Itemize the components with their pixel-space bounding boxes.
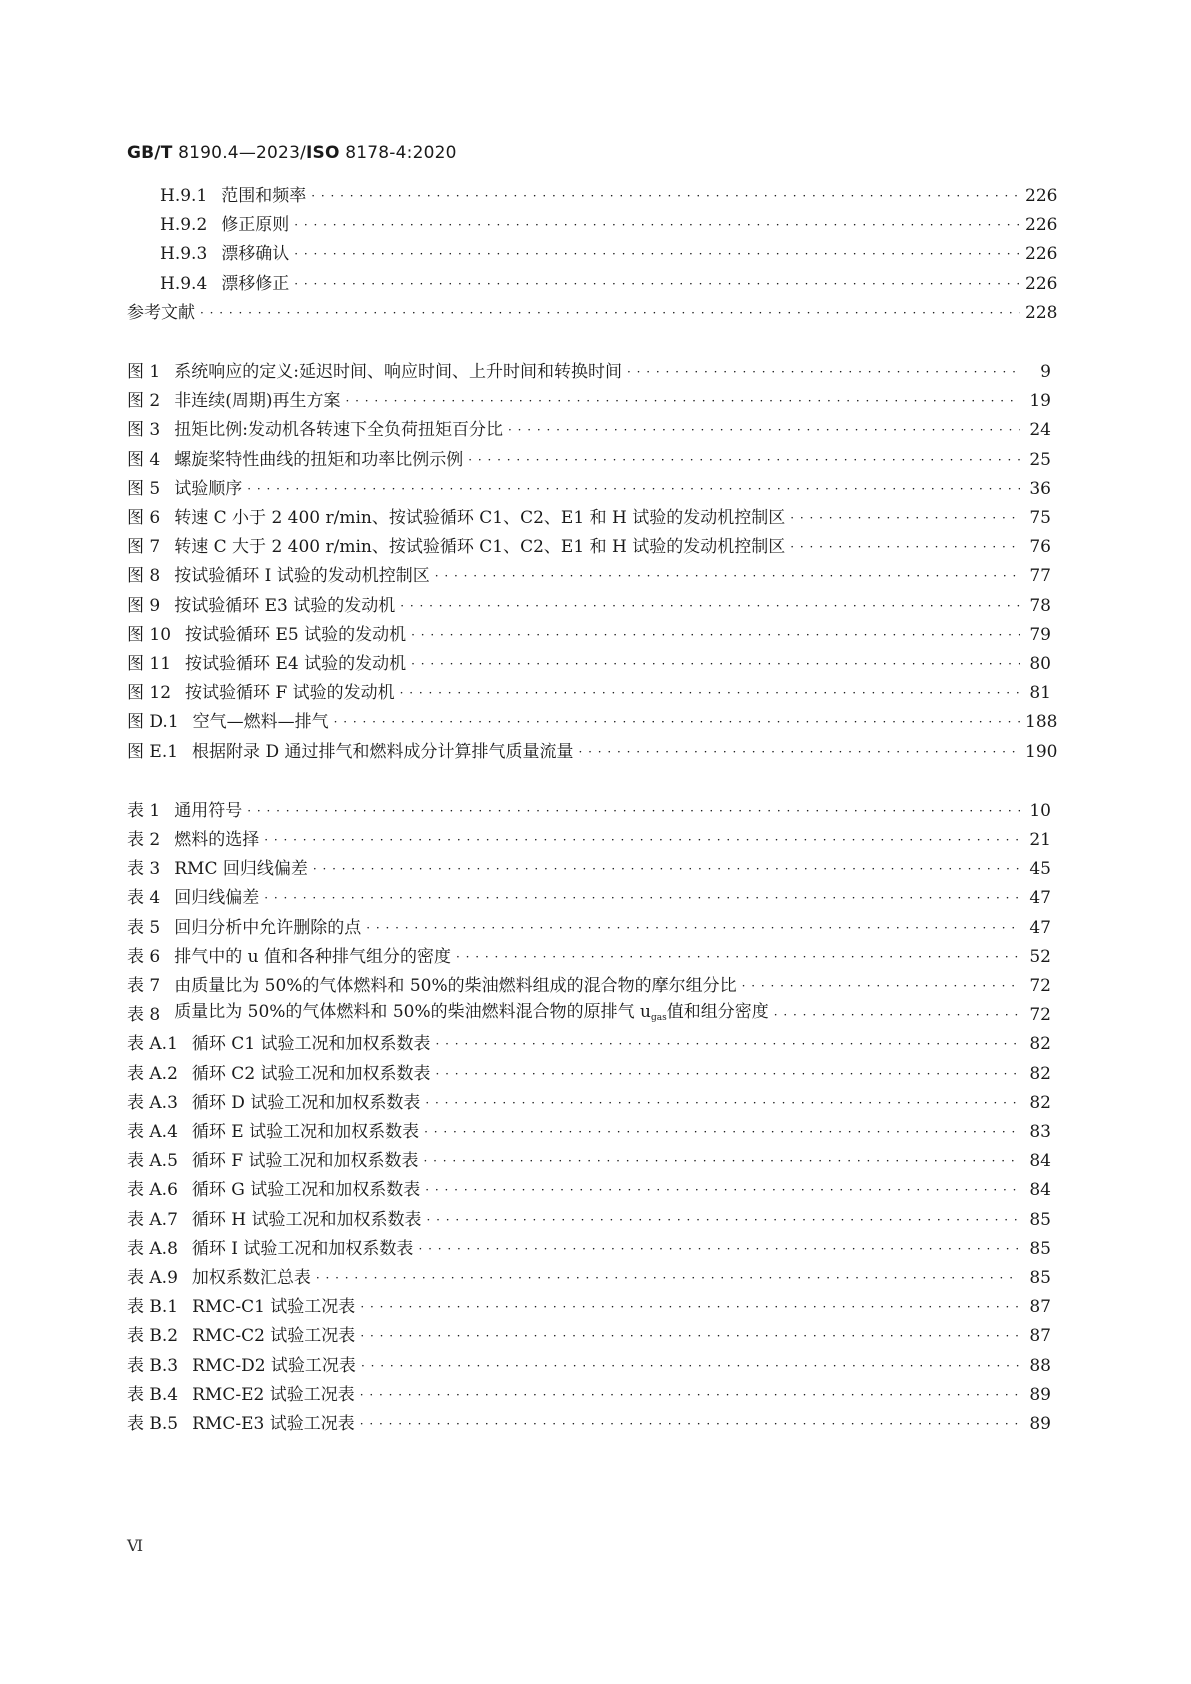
toc-entry[interactable] (127, 445, 1051, 475)
toc-entry-number: 图 6 (127, 508, 161, 528)
toc-entry-number: 表 A.8 (127, 1238, 178, 1259)
toc-entry-title-text: 参考文献 (127, 302, 195, 323)
dot-leader (425, 1088, 1020, 1118)
toc-entry-title (192, 1205, 422, 1235)
toc-entry[interactable] (127, 707, 1058, 737)
dot-leader (366, 913, 1020, 943)
iso-prefix: ISO (306, 143, 340, 163)
toc-entry[interactable] (127, 825, 1051, 855)
toc-entry-page: 83 (1029, 1122, 1051, 1142)
toc-entry-page: 82 (1029, 1092, 1051, 1113)
dot-leader (264, 825, 1020, 855)
dot-leader (578, 737, 1020, 767)
toc-entry-number: 表 1 (127, 800, 161, 821)
toc-entry-number: 表 5 (127, 917, 161, 938)
toc-entry[interactable] (127, 1409, 1051, 1439)
toc-entry-title-text: 排气中的 u 值和各种排气组分的密度 (174, 946, 451, 967)
toc-entry-page: 89 (1029, 1414, 1051, 1434)
toc-entry[interactable] (127, 415, 1051, 445)
toc-entry[interactable] (127, 883, 1051, 913)
toc-entry-number: 表 3 (127, 859, 161, 880)
toc-entry-title (174, 445, 463, 475)
dot-leader (400, 678, 1020, 708)
dot-leader (456, 942, 1020, 972)
toc-entry[interactable] (127, 1175, 1051, 1205)
toc-entry-page: 45 (1029, 859, 1051, 880)
dot-leader (468, 445, 1020, 475)
standard-code-number: 8190.4—2023/ (172, 143, 307, 163)
dot-leader (264, 883, 1020, 913)
toc-entry-title (192, 1292, 355, 1322)
toc-entry-page: 226 (1025, 215, 1058, 236)
toc-entry-title-text: 循环 I 试验工况和加权系数表 (191, 1238, 414, 1259)
toc-entry-title-text: 根据附录 D 通过排气和燃料成分计算排气质量流量 (192, 741, 574, 762)
toc-entry-title-text: 扭矩比例:发动机各转速下全负荷扭矩百分比 (174, 420, 503, 441)
toc-entry-title-text: 试验顺序 (174, 478, 243, 499)
toc-entry-number: 表 A.4 (127, 1122, 178, 1142)
dot-leader (400, 591, 1020, 621)
page-number: Ⅵ (127, 1536, 144, 1555)
toc-entry[interactable] (127, 1117, 1051, 1147)
toc-entry-title (192, 1409, 355, 1439)
toc-entry[interactable] (127, 1088, 1051, 1118)
toc-entry-title-text: 循环 E 试验工况和加权系数表 (191, 1122, 420, 1142)
toc-entry-title-text: 转速 C 大于 2 400 r/min、按试验循环 C1、C2、E1 和 H 试验的发动机控制区 (174, 537, 786, 558)
toc-entry[interactable] (127, 1205, 1051, 1235)
toc-entry[interactable] (127, 1234, 1051, 1264)
toc-entry-title (174, 532, 785, 562)
toc-entry-number: H.9.4 (160, 273, 208, 294)
toc-entry-title (127, 298, 195, 328)
toc-entry-page: 77 (1029, 566, 1051, 587)
toc-entry-number: 表 4 (127, 888, 161, 909)
dot-leader (790, 532, 1020, 562)
dot-leader (508, 415, 1020, 445)
toc-entry[interactable] (127, 620, 1051, 650)
toc-entry-number: 图 10 (127, 624, 172, 645)
toc-entry-title (192, 1321, 355, 1351)
dot-leader (360, 1380, 1020, 1410)
toc-entry-title-text: RMC-E2 试验工况表 (192, 1384, 355, 1405)
toc-entry-page: 84 (1029, 1180, 1051, 1201)
dot-leader (247, 474, 1020, 504)
toc-entry-title-text: 循环 C1 试验工况和加权系数表 (191, 1034, 431, 1055)
dot-leader (424, 1117, 1020, 1147)
toc-entry-title (221, 210, 289, 240)
toc-entry-number: 表 A.6 (127, 1180, 178, 1201)
toc-entry-title (174, 796, 242, 826)
toc-entry[interactable] (127, 386, 1051, 416)
toc-entry-page: 19 (1029, 391, 1051, 412)
toc-entry-number: 图 11 (127, 654, 172, 674)
toc-entry-title (192, 1117, 419, 1147)
dot-leader (418, 1234, 1020, 1264)
toc-entry-number: 表 8 (127, 1005, 161, 1026)
toc-entry[interactable] (127, 1292, 1051, 1322)
toc-entry[interactable] (160, 181, 1058, 211)
dot-leader (311, 181, 1020, 211)
toc-entry-title (192, 1088, 420, 1118)
toc-entry-title-text: 按试验循环 F 试验的发动机 (185, 683, 395, 704)
toc-entry-number: 表 2 (127, 830, 161, 850)
toc-entry-title-text: 循环 D 试验工况和加权系数表 (191, 1092, 421, 1113)
toc-entry[interactable] (127, 678, 1051, 708)
dot-leader (316, 1263, 1020, 1293)
toc-entry-title-suffix: 值和组分密度 (666, 1002, 769, 1023)
toc-entry-number: 表 B.1 (127, 1297, 179, 1318)
toc-entry-page: 87 (1029, 1297, 1051, 1318)
toc-entry[interactable] (127, 1000, 1051, 1030)
toc-entry-title (174, 503, 785, 533)
toc-entry[interactable] (127, 503, 1051, 533)
toc-entry[interactable] (127, 298, 1058, 328)
toc-entry-number: H.9.2 (160, 215, 208, 236)
toc-entry-title (192, 1351, 356, 1381)
dot-leader (294, 210, 1020, 240)
dot-leader (313, 854, 1020, 884)
toc-entry-title-text: 空气—燃料—排气 (192, 712, 329, 733)
standard-code-prefix: GB/T (127, 143, 173, 163)
toc-entry-page: 85 (1029, 1268, 1051, 1288)
toc-entry-number: 表 B.2 (127, 1326, 179, 1347)
toc-entry-title (192, 1029, 431, 1059)
iso-number: 8178-4:2020 (339, 143, 457, 163)
toc-entry-page: 84 (1029, 1151, 1051, 1172)
toc-entry[interactable] (127, 796, 1051, 826)
toc-entry-title (192, 737, 573, 767)
toc-entry-page: 82 (1029, 1034, 1051, 1055)
toc-entry-number: 表 B.4 (127, 1384, 179, 1405)
toc-entry-title-text: 范围和频率 (221, 186, 307, 206)
toc-entry-page: 85 (1029, 1238, 1051, 1259)
dot-leader (361, 1351, 1020, 1381)
toc-entry-title-text: 通用符号 (174, 800, 243, 821)
toc-entry-number: 表 A.5 (127, 1151, 178, 1172)
toc-entry-title (174, 997, 768, 1033)
dot-leader (436, 1059, 1020, 1089)
toc-entry-number: 图 2 (127, 391, 161, 412)
toc-entry-page: 226 (1025, 273, 1058, 294)
toc-entry-page: 10 (1029, 800, 1051, 821)
dot-leader (427, 1205, 1020, 1235)
toc-entry-title-text: RMC-C2 试验工况表 (192, 1326, 356, 1347)
toc-entry[interactable] (127, 854, 1051, 884)
toc-entry[interactable] (127, 942, 1051, 972)
toc-entry-title (193, 707, 329, 737)
toc-entry-number: 图 E.1 (127, 741, 179, 762)
toc-entry-page: 9 (1040, 362, 1051, 382)
toc-entry[interactable] (127, 737, 1058, 767)
toc-entry-title-text: 循环 G 试验工况和加权系数表 (191, 1180, 421, 1201)
toc-entry-number: 表 A.1 (127, 1034, 178, 1055)
toc-entry-title (192, 1146, 419, 1176)
toc-entry-title (185, 649, 406, 679)
toc-entry[interactable] (127, 474, 1051, 504)
toc-entry-page: 89 (1029, 1384, 1051, 1405)
toc-entry-title (174, 854, 308, 884)
toc-entry[interactable] (127, 1380, 1051, 1410)
toc-entry-page: 228 (1025, 302, 1058, 323)
toc-entry-number: 表 A.2 (127, 1063, 178, 1084)
dot-leader (294, 269, 1020, 299)
dot-leader (334, 707, 1020, 737)
toc-entry-number: 表 B.3 (127, 1355, 179, 1376)
toc-entry-title-text: 修正原则 (221, 215, 290, 236)
dot-leader (627, 357, 1020, 387)
toc-entry-title (174, 386, 340, 416)
toc-entry-page: 226 (1025, 186, 1058, 206)
dot-leader (200, 298, 1020, 328)
toc-entry-title (185, 678, 395, 708)
toc-entry-page: 81 (1029, 683, 1051, 704)
dot-leader (790, 503, 1020, 533)
toc-entry-number: H.9.1 (160, 186, 208, 206)
toc-entry-number: 表 7 (127, 976, 161, 996)
toc-entry-number: 图 5 (127, 478, 161, 499)
toc-entry-title-text: RMC-C1 试验工况表 (192, 1297, 356, 1318)
dot-leader (411, 620, 1020, 650)
toc-entry-title (192, 1234, 414, 1264)
toc-entry-title (174, 561, 430, 591)
toc-entry-number: 图 7 (127, 537, 161, 558)
toc-entry[interactable] (127, 532, 1051, 562)
toc-entry-number: 图 4 (127, 449, 161, 470)
toc-entry-title-text: 系统响应的定义:延迟时间、响应时间、上升时间和转换时间 (174, 362, 622, 382)
toc-entry-page: 88 (1029, 1355, 1051, 1376)
toc-entry-page: 87 (1029, 1326, 1051, 1347)
toc-entry[interactable] (127, 591, 1051, 621)
toc-entry[interactable] (127, 913, 1051, 943)
toc-entry-title-text: 循环 C2 试验工况和加权系数表 (191, 1063, 431, 1084)
toc-entry-number: 图 3 (127, 420, 161, 441)
toc-entry-title-text: 燃料的选择 (174, 830, 260, 850)
toc-entry-number: 表 A.7 (127, 1209, 178, 1230)
toc-entry[interactable] (160, 269, 1058, 299)
toc-entry-title-text: 加权系数汇总表 (191, 1268, 311, 1288)
toc-entry[interactable] (160, 239, 1058, 269)
toc-entry[interactable] (127, 357, 1051, 387)
dot-leader (774, 1000, 1020, 1030)
toc-entry-title (174, 591, 395, 621)
toc-entry[interactable] (127, 1321, 1051, 1351)
toc-entry-title-text: 循环 F 试验工况和加权系数表 (191, 1151, 419, 1172)
toc-entry-number: 表 6 (127, 946, 161, 967)
toc-entry-title-text: 非连续(周期)再生方案 (174, 391, 341, 412)
toc-entry-title (174, 913, 361, 943)
document-header (127, 143, 457, 163)
toc-entry-number: 图 8 (127, 566, 161, 587)
dot-leader (424, 1146, 1020, 1176)
dot-leader (436, 1029, 1020, 1059)
toc-entry-title (174, 942, 451, 972)
toc-entry-title-text: 漂移确认 (221, 244, 290, 265)
toc-entry-title-text: 螺旋桨特性曲线的扭矩和功率比例示例 (174, 449, 464, 470)
toc-entry[interactable] (127, 561, 1051, 591)
toc-entry[interactable] (127, 1146, 1051, 1176)
toc-entry-page: 36 (1029, 478, 1051, 499)
toc-entry-number: 图 1 (127, 362, 161, 382)
toc-entry-title (174, 474, 242, 504)
toc-entry-page: 25 (1029, 449, 1051, 470)
toc-entry-title-text: 回归线偏差 (174, 888, 260, 909)
toc-entry-page: 75 (1029, 508, 1051, 528)
dot-leader (346, 386, 1021, 416)
toc-entry-title (192, 1175, 420, 1205)
toc-entry-page: 79 (1029, 624, 1051, 645)
toc-entry-title-text: 回归分析中允许删除的点 (174, 917, 362, 938)
dot-leader (360, 1409, 1020, 1439)
dot-leader (360, 1292, 1020, 1322)
toc-entry-page: 72 (1029, 1005, 1051, 1026)
dot-leader (411, 649, 1020, 679)
toc-entry-page: 72 (1029, 976, 1051, 996)
toc-entry-title-text: RMC-E3 试验工况表 (192, 1414, 355, 1434)
toc-entry-title (221, 269, 289, 299)
toc-entry-title-text: 由质量比为 50%的气体燃料和 50%的柴油燃料组成的混合物的摩尔组分比 (174, 976, 737, 996)
dot-leader (360, 1321, 1020, 1351)
toc-entry-title-text: 按试验循环 E4 试验的发动机 (185, 654, 407, 674)
toc-entry-title-text: 循环 H 试验工况和加权系数表 (191, 1209, 422, 1230)
toc-entry-title (185, 620, 406, 650)
toc-entry-page: 188 (1025, 712, 1058, 733)
toc-entry-title (174, 883, 259, 913)
dot-leader (247, 796, 1020, 826)
toc-entry-title-text: RMC-D2 试验工况表 (192, 1355, 356, 1376)
toc-entry-title-text: 按试验循环 E5 试验的发动机 (185, 624, 407, 645)
toc-entry-number: 图 9 (127, 595, 161, 616)
toc-entry-page: 80 (1029, 654, 1051, 674)
toc-entry[interactable] (127, 649, 1051, 679)
toc-entry[interactable] (127, 1029, 1051, 1059)
dot-leader (742, 971, 1020, 1001)
toc-entry-title (174, 357, 622, 387)
toc-entry-title-text: RMC 回归线偏差 (174, 859, 308, 880)
toc-entry-title (221, 181, 306, 211)
toc-entry-number: 表 A.3 (127, 1092, 178, 1113)
toc-entry-page: 76 (1029, 537, 1051, 558)
toc-entry-number: 图 D.1 (127, 712, 179, 733)
toc-entry-number: 表 A.9 (127, 1268, 178, 1288)
toc-entry-page: 47 (1029, 888, 1051, 909)
toc-entry-page: 78 (1029, 595, 1051, 616)
toc-entry-page: 24 (1029, 420, 1051, 441)
toc-entry-title-text: 漂移修正 (221, 273, 290, 294)
dot-leader (294, 239, 1020, 269)
toc-entry-number: 图 12 (127, 683, 172, 704)
toc-entry-title-text: 按试验循环 E3 试验的发动机 (174, 595, 396, 616)
toc-entry-page: 21 (1029, 830, 1051, 850)
toc-entry[interactable] (127, 1263, 1051, 1293)
toc-entry-subscript: gas (650, 1013, 667, 1024)
toc-entry-title (192, 1263, 311, 1293)
toc-entry[interactable] (160, 210, 1058, 240)
toc-entry-title-text: 质量比为 50%的气体燃料和 50%的柴油燃料混合物的原排气 u (174, 1002, 651, 1023)
toc-entry[interactable] (127, 1059, 1051, 1089)
toc-entry-page: 47 (1029, 917, 1051, 938)
dot-leader (425, 1175, 1020, 1205)
toc-entry-number: 表 B.5 (127, 1414, 179, 1434)
toc-entry[interactable] (127, 1351, 1051, 1381)
toc-entry-title (192, 1380, 355, 1410)
toc-entry-title (174, 825, 259, 855)
toc-entry-title (174, 415, 503, 445)
toc-entry-page: 82 (1029, 1063, 1051, 1084)
toc-entry-page: 85 (1029, 1209, 1051, 1230)
toc-entry-title-text: 转速 C 小于 2 400 r/min、按试验循环 C1、C2、E1 和 H 试验的发动机控制区 (174, 508, 786, 528)
toc-entry-title (192, 1059, 431, 1089)
toc-entry-number: H.9.3 (160, 244, 208, 265)
toc-entry-title (221, 239, 289, 269)
toc-entry-page: 52 (1029, 946, 1051, 967)
toc-entry-title-text: 按试验循环 I 试验的发动机控制区 (174, 566, 430, 587)
toc-entry-page: 226 (1025, 244, 1058, 265)
toc-entry-page: 190 (1025, 741, 1058, 762)
dot-leader (435, 561, 1020, 591)
